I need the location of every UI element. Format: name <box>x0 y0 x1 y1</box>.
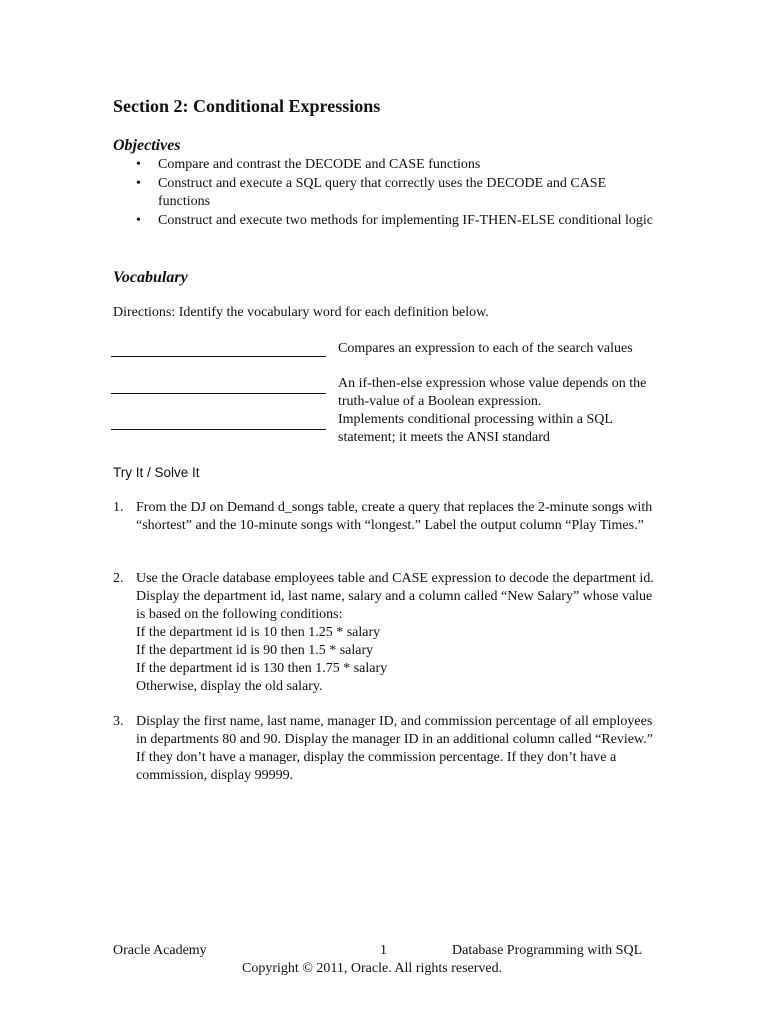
vocabulary-answer-blank[interactable] <box>111 393 326 394</box>
task-line: From the DJ on Demand d_songs table, create a query that replaces the 2-minute songs with “shortest” and the 10-minute songs with “longest.” Label the output column “Play Times.” <box>136 500 653 533</box>
task-number: 3. <box>113 714 124 729</box>
task-line: If the department id is 90 then 1.5 * salary <box>136 643 374 658</box>
task-text <box>136 499 658 535</box>
vocabulary-answer-blank[interactable] <box>111 429 326 430</box>
task-line: Use the Oracle database employees table and CASE expression to decode the department id. Display the department id, last name, salary and a column called “New Salary” whose value is based on the following conditions: <box>136 571 654 622</box>
task-item <box>113 570 658 696</box>
vocabulary-definition: Implements conditional processing within a SQL statement; it meets the ANSI standard <box>338 412 613 445</box>
task-text <box>136 570 658 696</box>
task-item <box>113 713 658 785</box>
task-line: Display the first name, last name, manager ID, and commission percentage of all employees in departments 80 and 90. Display the manager ID in an additional column called “Review.” If they don’t have a manager, display the commission percentage. If they don’t have a commission, display 99999. <box>136 714 653 783</box>
objective-item: • Compare and contrast the DECODE and CASE functions <box>136 156 656 174</box>
task-item <box>113 499 658 535</box>
objective-item: • Construct and execute two methods for implementing IF-THEN-ELSE conditional logic <box>136 212 656 230</box>
vocabulary-definition: An if-then-else expression whose value depends on the truth-value of a Boolean expression. <box>338 376 647 409</box>
footer-page-number: 1 <box>380 943 387 958</box>
vocabulary-definition: Compares an expression to each of the search values <box>338 341 633 356</box>
task-text <box>136 713 658 785</box>
section-title: Section 2: Conditional Expressions <box>113 96 381 116</box>
objectives-heading: Objectives <box>113 137 181 154</box>
try-it-heading: Try It / Solve It <box>113 465 200 480</box>
vocabulary-heading: Vocabulary <box>113 269 188 286</box>
task-line: If the department id is 10 then 1.25 * salary <box>136 625 381 640</box>
footer-copyright: Copyright © 2011, Oracle. All rights reserved. <box>242 961 503 976</box>
footer-left: Oracle Academy <box>113 943 207 958</box>
objective-item: • Construct and execute a SQL query that correctly uses the DECODE and CASE functions <box>136 175 656 211</box>
task-number: 1. <box>113 500 124 515</box>
vocabulary-directions: Directions: Identify the vocabulary word for each definition below. <box>113 305 489 320</box>
task-number: 2. <box>113 571 124 586</box>
footer-right: Database Programming with SQL <box>452 943 643 958</box>
vocabulary-answer-blank[interactable] <box>111 356 326 357</box>
task-line: If the department id is 130 then 1.75 * salary <box>136 661 388 676</box>
objectives-list <box>136 156 656 231</box>
task-line: Otherwise, display the old salary. <box>136 679 323 694</box>
